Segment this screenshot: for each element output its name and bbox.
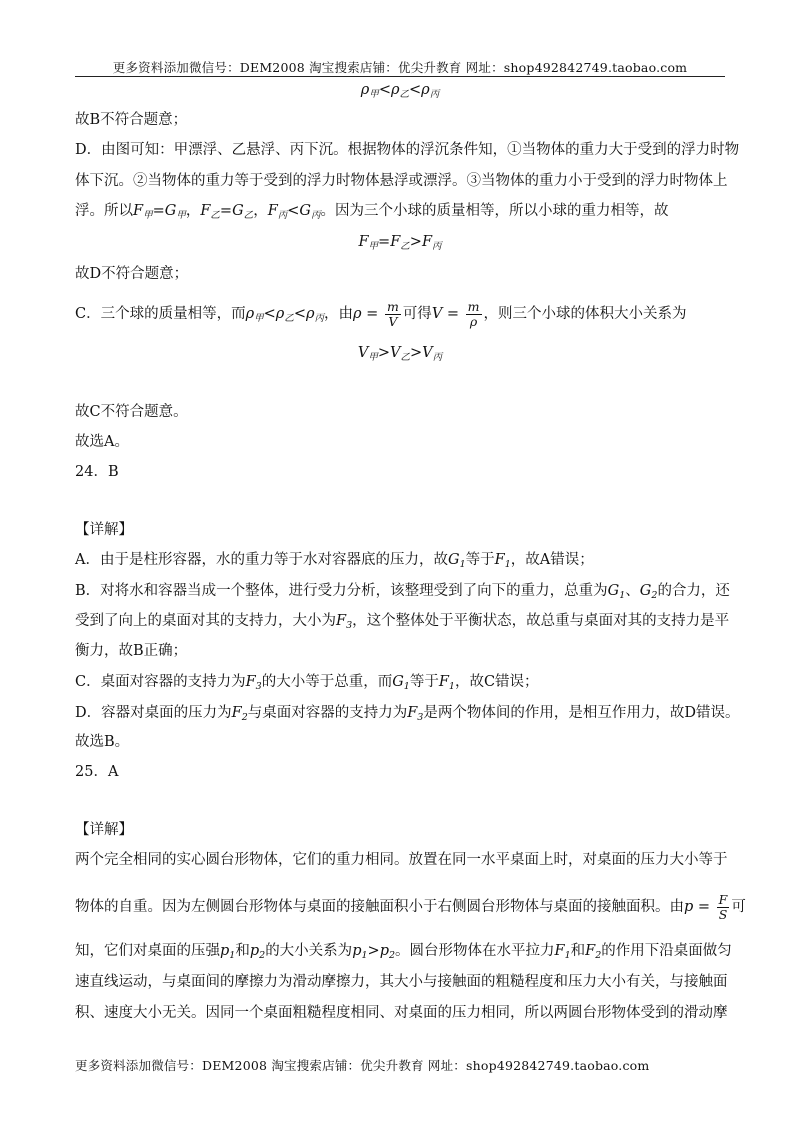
density-formula-fraction: $\frac{m}{V}$ bbox=[386, 298, 399, 329]
pressure-formula-fraction: $\frac{F}{S}$ bbox=[718, 891, 728, 922]
volume-formula-fraction: $\frac{m}{\rho}$ bbox=[467, 298, 480, 329]
text-line: 浮。所以$F_甲=G_甲$，$F_乙=G_乙$，$F_丙<G_丙$。因为三个小球的质量相等，所以小球的重力相等，故 bbox=[75, 203, 669, 221]
text-line: D．由图可知：甲漂浮、乙悬浮、丙下沉。根据物体的浮沉条件知，①当物体的重力大于受到的浮力时物 bbox=[75, 142, 740, 158]
section-heading: 【详解】 bbox=[75, 522, 133, 538]
text-line: 衡力，故B正确； bbox=[75, 643, 188, 659]
text-line: B．对将水和容器当成一个整体，进行受力分析，该整理受到了向下的重力，总重为$G_1$、$G_2$的合力，还 bbox=[75, 583, 730, 601]
page-header: 更多资料添加微信号：DEM2008 淘宝搜索店铺：优尖升教育 网址：shop492842749.taobao.com bbox=[112, 60, 688, 75]
density-relation: $\rho_甲<\rho_乙<\rho_丙$ bbox=[360, 82, 440, 100]
text-line: A．由于是柱形容器，水的重力等于水对容器底的压力，故$G_1$等于$F_1$，故A错误； bbox=[75, 552, 594, 570]
text-line: 故选B。 bbox=[75, 734, 130, 750]
text-line: 故选A。 bbox=[75, 434, 129, 450]
text-line: C．桌面对容器的支持力为$F_3$的大小等于总重，而$G_1$等于$F_1$，故C错误； bbox=[75, 674, 539, 692]
text-line: 知，它们对桌面的压强$p_1$和$p_2$的大小关系为$p_1>p_2$。圆台形物体在水平拉力$F_1$和$F_2$的作用下沿桌面做匀 bbox=[75, 943, 732, 961]
text-line: 受到了向上的桌面对其的支持力，大小为$F_3$，这个整体处于平衡状态，故总重与桌面对其的支持力是平 bbox=[75, 613, 730, 631]
text-line: 故D不符合题意； bbox=[75, 266, 189, 282]
text-line: 速直线运动，与桌面间的摩擦力为滑动摩擦力，其大小与接触面的粗糙程度和压力大小有关，与接触面 bbox=[75, 974, 728, 990]
page-footer: 更多资料添加微信号：DEM2008 淘宝搜索店铺：优尖升教育 网址：shop492842749.taobao.com bbox=[75, 1058, 650, 1073]
header-divider bbox=[75, 76, 725, 77]
text-line: 积、速度大小无关。因同一个桌面粗糙程度相同、对桌面的压力相同，所以两圆台形物体受到的滑动摩 bbox=[75, 1005, 728, 1021]
text-line: 故C不符合题意。 bbox=[75, 404, 188, 420]
section-heading: 【详解】 bbox=[75, 822, 133, 838]
buoyancy-relation: $F_甲=F_乙>F_丙$ bbox=[358, 234, 442, 252]
volume-relation: $V_甲>V_乙>V_丙$ bbox=[357, 345, 443, 363]
text-line: 两个完全相同的实心圆台形物体，它们的重力相同。放置在同一水平桌面上时，对桌面的压力大小等于 bbox=[75, 852, 728, 868]
text-line: C．三个球的质量相等，而$\rho_甲<\rho_乙<\rho_丙$，由ρ = $\frac{m}{V}$ 可得V = $\frac{m}{\rho}$ ，则三个小球的体积大小关系为 bbox=[75, 298, 687, 329]
text-line: 物体的自重。因为左侧圆台形物体与桌面的接触面积小于右侧圆台形物体与桌面的接触面积。由p = $\frac{F}{S}$ 可 bbox=[75, 891, 746, 922]
question-number: 24．B bbox=[75, 464, 119, 480]
text-line: 体下沉。②当物体的重力等于受到的浮力时物体悬浮或漂浮。③当物体的重力小于受到的浮力时物体上 bbox=[75, 173, 728, 189]
question-number: 25．A bbox=[75, 764, 119, 780]
text-line: D．容器对桌面的压力为$F_2$与桌面对容器的支持力为$F_3$是两个物体间的作用，是相互作用力，故D错误。 bbox=[75, 705, 740, 723]
text-line: 故B不符合题意； bbox=[75, 112, 188, 128]
